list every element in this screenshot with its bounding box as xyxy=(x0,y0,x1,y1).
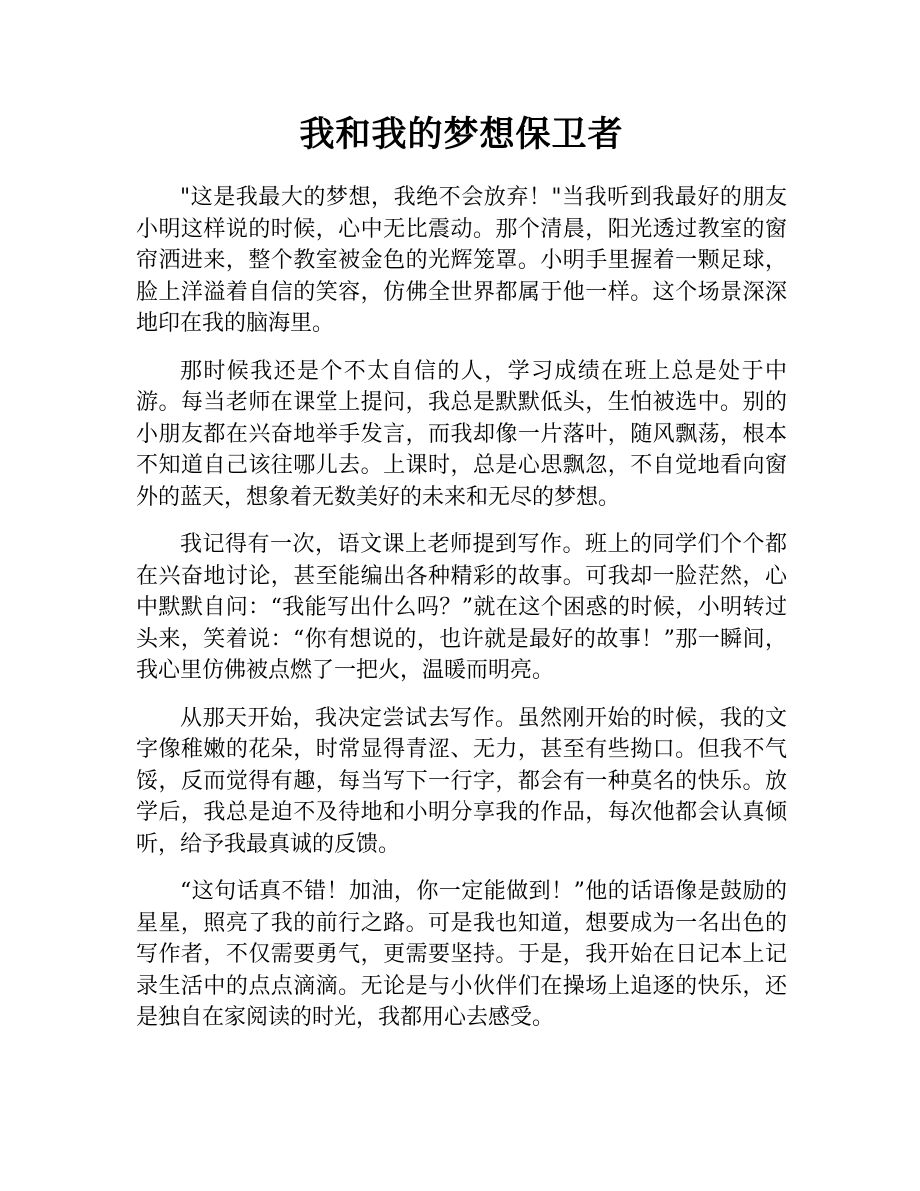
document-page xyxy=(136,110,787,1050)
paragraph-4: 从那天开始，我决定尝试去写作。虽然刚开始的时候，我的文字像稚嫩的花朵，时常显得青涩、无力，甚至有些拗口。但我不气馁，反而觉得有趣，每当写下一行字，都会有一种莫名的快乐。放学后，我总是迫不及待地和小明分享我的作品，每次他都会认真倾听，给予我最真诚的反馈。 xyxy=(136,705,787,857)
document-title: 我和我的梦想保卫者 xyxy=(299,115,624,155)
paragraph-3: 我记得有一次，语文课上老师提到写作。班上的同学们个个都在兴奋地讨论，甚至能编出各种精彩的故事。可我却一脸茫然，心中默默自问：“我能写出什么吗？”就在这个困惑的时候，小明转过头来，笑着说：“你有想说的，也许就是最好的故事！”那一瞬间，我心里仿佛被点燃了一把火，温暖而明亮。 xyxy=(136,532,787,683)
paragraph-5: “这句话真不错！加油，你一定能做到！”他的话语像是鼓励的星星，照亮了我的前行之路。可是我也知道，想要成为一名出色的写作者，不仅需要勇气，更需要坚持。于是，我开始在日记本上记录生活中的点点滴滴。无论是与小伙伴们在操场上追逐的快乐，还是独自在家阅读的时光，我都用心去感受。 xyxy=(136,879,787,1030)
paragraph-2: 那时候我还是个不太自信的人，学习成绩在班上总是处于中游。每当老师在课堂上提问，我总是默默低头，生怕被选中。别的小朋友都在兴奋地举手发言，而我却像一片落叶，随风飘荡，根本不知道自己该往哪儿去。上课时，总是心思飘忽，不自觉地看向窗外的蓝天，想象着无数美好的未来和无尽的梦想。 xyxy=(136,358,787,510)
paragraph-1: "这是我最大的梦想，我绝不会放弃！"当我听到我最好的朋友小明这样说的时候，心中无比震动。那个清晨，阳光透过教室的窗帘洒进来，整个教室被金色的光辉笼罩。小明手里握着一颗足球，脸上洋溢着自信的笑容，仿佛全世界都属于他一样。这个场景深深地印在我的脑海里。 xyxy=(136,185,787,336)
